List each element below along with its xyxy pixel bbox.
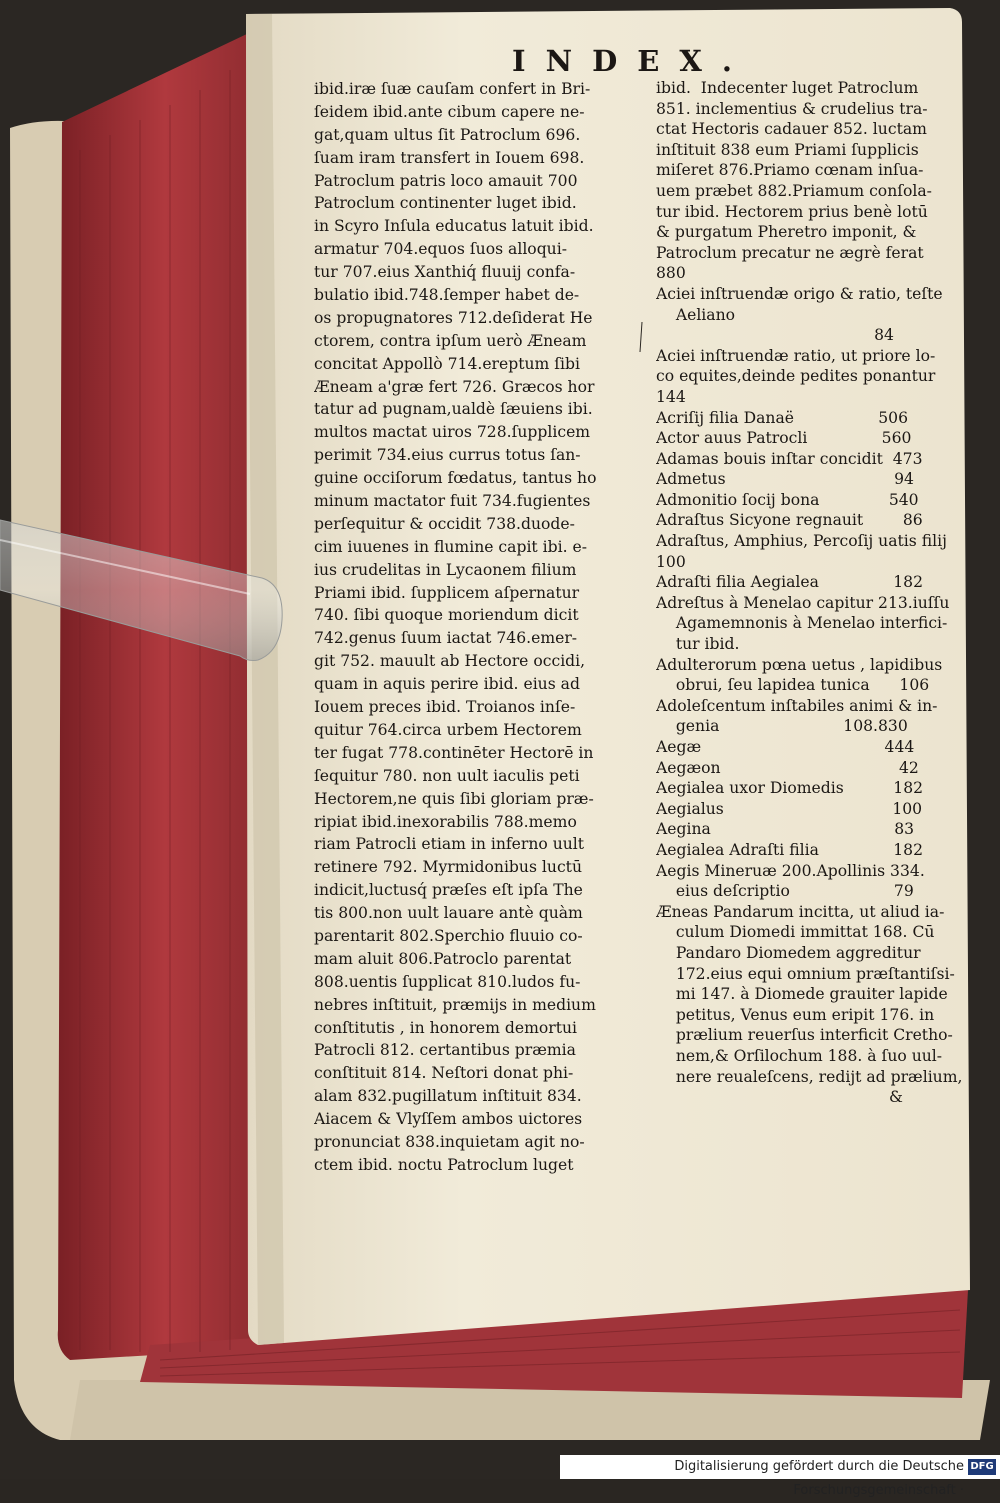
index-line: multos mactat uiros 728.ſupplicem (314, 423, 591, 442)
index-line: conſtitutis , in honorem demortui (314, 1018, 578, 1037)
index-line: Aciei inſtruendæ ratio, ut priore lo- (656, 346, 936, 365)
index-line: Æneam a'græ fert 726. Græcos hor (314, 377, 595, 396)
index-line: co equites,deinde pedites ponantur (656, 367, 936, 386)
index-line: Æneas Pandarum incitta, ut aliud ia- (656, 902, 945, 921)
index-line: Aiacem & Vlyſſem ambos uictores (314, 1110, 583, 1129)
index-column-left (314, 78, 640, 1177)
index-line: Priami ibid. ſupplicem aſpernatur (314, 583, 580, 602)
index-line: perſequitur & occidit 738.duode- (314, 514, 575, 533)
index-line: Aeliano (656, 305, 736, 324)
index-line: 100 (656, 552, 686, 571)
index-line: inſtituit 838 eum Priami ſupplicis (656, 140, 919, 159)
index-line: bulatio ibid.748.ſemper habet de- (314, 286, 580, 305)
index-line: nebres inſtituit, præmijs in medium (314, 995, 596, 1014)
index-line: Aegæon 42 (656, 758, 919, 777)
index-line: ibid. Indecenter luget Patroclum (656, 79, 919, 97)
index-line: tur 707.eius Xanthiq́ fluuij confa- (314, 263, 576, 282)
index-line: Iouem preces ibid. Troianos inſe- (314, 698, 576, 717)
footer-text: Digitalisierung gefördert durch die Deutsche Forschungsgemeinschaft · (674, 1459, 964, 1498)
index-line: ripiat ibid.inexorabilis 788.memo (314, 812, 577, 831)
index-line: Adoleſcentum inſtabiles animi & in- (656, 696, 938, 715)
index-line: gat,quam ultus ſit Patroclum 696. (314, 125, 581, 144)
index-line: Admonitio ſocij bona 540 (656, 490, 919, 509)
index-line: Patroclum continenter luget ibid. (314, 194, 577, 213)
index-line: guine occiſorum fœdatus, tantus ho (314, 469, 597, 488)
index-line: ſequitur 780. non uult iaculis peti (314, 766, 580, 785)
index-line: 84 (656, 326, 894, 345)
index-line: genia 108.830 (656, 717, 908, 736)
index-line: ctat Hectoris cadauer 852. luctam (656, 120, 927, 139)
index-line: ctorem, contra ipſum uerò Æneam (314, 331, 587, 350)
index-line: & (656, 1088, 903, 1107)
index-line: Actor auus Patrocli 560 (656, 429, 912, 448)
index-line: & purgatum Pheretro imponit, & (656, 223, 917, 242)
index-line: pronunciat 838.inquietam agit no- (314, 1132, 585, 1151)
index-line: mi 147. à Diomede grauiter lapide (656, 985, 948, 1004)
index-line: ſeidem ibid.ante cibum capere ne- (314, 102, 585, 121)
index-line: retinere 792. Myrmidonibus luctū (314, 858, 582, 877)
index-line: Adreſtus à Menelao capitur 213.iuſſu (656, 593, 950, 612)
index-line: culum Diomedi immittat 168. Cū (656, 923, 935, 942)
index-line: cim iuuenes in flumine capit ibi. e- (314, 537, 588, 556)
index-line: Adraſtus Sicyone regnauit 86 (656, 511, 923, 530)
index-line: Patroclum patris loco amauit 700 (314, 171, 578, 190)
index-line: riam Patrocli etiam in inferno uult (314, 835, 585, 854)
index-line: Aegina 83 (656, 820, 915, 839)
index-line: Patrocli 812. certantibus præmia (314, 1041, 576, 1060)
index-line: 808.uentis ſupplicat 810.ludos fu- (314, 972, 581, 991)
index-line: parentarit 802.Sperchio fluuio co- (314, 926, 583, 945)
index-line: tatur ad pugnam,ualdè ſæuiens ibi. (314, 400, 593, 419)
index-line: Adulterorum pœna uetus , lapidibus (656, 655, 943, 674)
index-line: 742.genus ſuum iactat 746.emer- (314, 629, 578, 648)
index-line: ius crudelitas in Lycaonem filium (314, 560, 577, 579)
index-line: concitat Appollò 714.ereptum ſibi (314, 354, 580, 373)
index-line: armatur 704.equos ſuos alloqui- (314, 240, 567, 259)
index-line: conſtituit 814. Neſtori donat phi- (314, 1064, 574, 1083)
index-line: Agamemnonis à Menelao interfici- (656, 614, 948, 633)
page-header-index: INDEX. (512, 44, 752, 78)
index-line: Aegialea Adraſti filia 182 (656, 840, 923, 859)
index-line: indicit,luctusq́ præſes eſt ipſa The (314, 881, 583, 900)
index-column-right (656, 78, 976, 1108)
index-line: minum mactator fuit 734.fugientes (314, 492, 591, 511)
index-line: ſuam iram transfert in Iouem 698. (314, 148, 585, 167)
index-line: Admetus 94 (656, 470, 914, 489)
index-line: Patroclum precatur ne ægrè ferat (656, 243, 924, 262)
index-line: os propugnatores 712.deſiderat He (314, 308, 593, 327)
index-line: prælium reuerſus interficit Cretho- (656, 1026, 953, 1045)
index-line: 740. ſibi quoque moriendum dicit (314, 606, 579, 625)
index-line: nere reualeſcens, redijt ad prælium, (656, 1067, 963, 1086)
index-line: eius deſcriptio 79 (656, 882, 914, 901)
index-line: quitur 764.circa urbem Hectorem (314, 720, 582, 739)
index-line: perimit 734.eius currus totus ſan- (314, 446, 581, 465)
index-line: quam in aquis perire ibid. eius ad (314, 675, 580, 694)
index-line: Adraſti filia Aegialea 182 (656, 573, 923, 592)
index-line: uem præbet 882.Priamum conſola- (656, 181, 932, 200)
index-line: tur ibid. Hectorem prius benè lotū (656, 202, 928, 221)
index-line: petitus, Venus eum eripit 176. in (656, 1005, 935, 1024)
index-line: ter fugat 778.continēter Hectorē in (314, 743, 594, 762)
index-line: Aegialea uxor Diomedis 182 (656, 779, 924, 798)
index-line: Aciei inſtruendæ origo & ratio, teſte (656, 284, 943, 303)
digitization-footer (560, 1455, 1000, 1498)
index-line: Adraſtus, Amphius, Percoſij uatis filij (656, 532, 947, 551)
index-line: in Scyro Inſula educatus latuit ibid. (314, 217, 594, 236)
index-line: Acriſij filia Danaë 506 (656, 408, 909, 427)
index-line: 172.eius equi omnium præſtantiſsi- (656, 964, 955, 983)
index-line: tur ibid. (656, 635, 740, 654)
index-line: miſeret 876.Priamo cœnam inſua- (656, 161, 924, 180)
index-line: 144 (656, 387, 686, 406)
index-line: mam aluit 806.Patroclo parentat (314, 949, 572, 968)
dfg-logo: DFG (968, 1459, 996, 1475)
index-line: ctem ibid. noctu Patroclum luget (314, 1155, 574, 1174)
index-line: Aegialus 100 (656, 799, 923, 818)
index-line: tis 800.non uult lauare antè quàm (314, 904, 583, 923)
index-line: 880 (656, 264, 686, 283)
index-line: Aegis Mineruæ 200.Apollinis 334. (656, 861, 925, 880)
index-line: ibid.iræ ſuæ cauſam confert in Bri- (314, 80, 591, 98)
index-line: Aegæ 444 (656, 738, 915, 756)
index-line: git 752. mauult ab Hectore occidi, (314, 652, 586, 671)
index-line: obrui, ſeu lapidea tunica 106 (656, 676, 930, 695)
index-line: Hectorem,ne quis ſibi gloriam præ- (314, 789, 594, 808)
index-line: Pandaro Diomedem aggreditur (656, 943, 921, 962)
index-line: alam 832.pugillatum inſtituit 834. (314, 1087, 582, 1106)
index-line: nem,& Orſilochum 188. à ſuo uul- (656, 1046, 943, 1065)
index-line: Adamas bouis inſtar concidit 473 (656, 449, 923, 468)
index-line: 851. inclementius & crudelius tra- (656, 99, 928, 118)
red-page-edge-left (58, 22, 272, 1360)
